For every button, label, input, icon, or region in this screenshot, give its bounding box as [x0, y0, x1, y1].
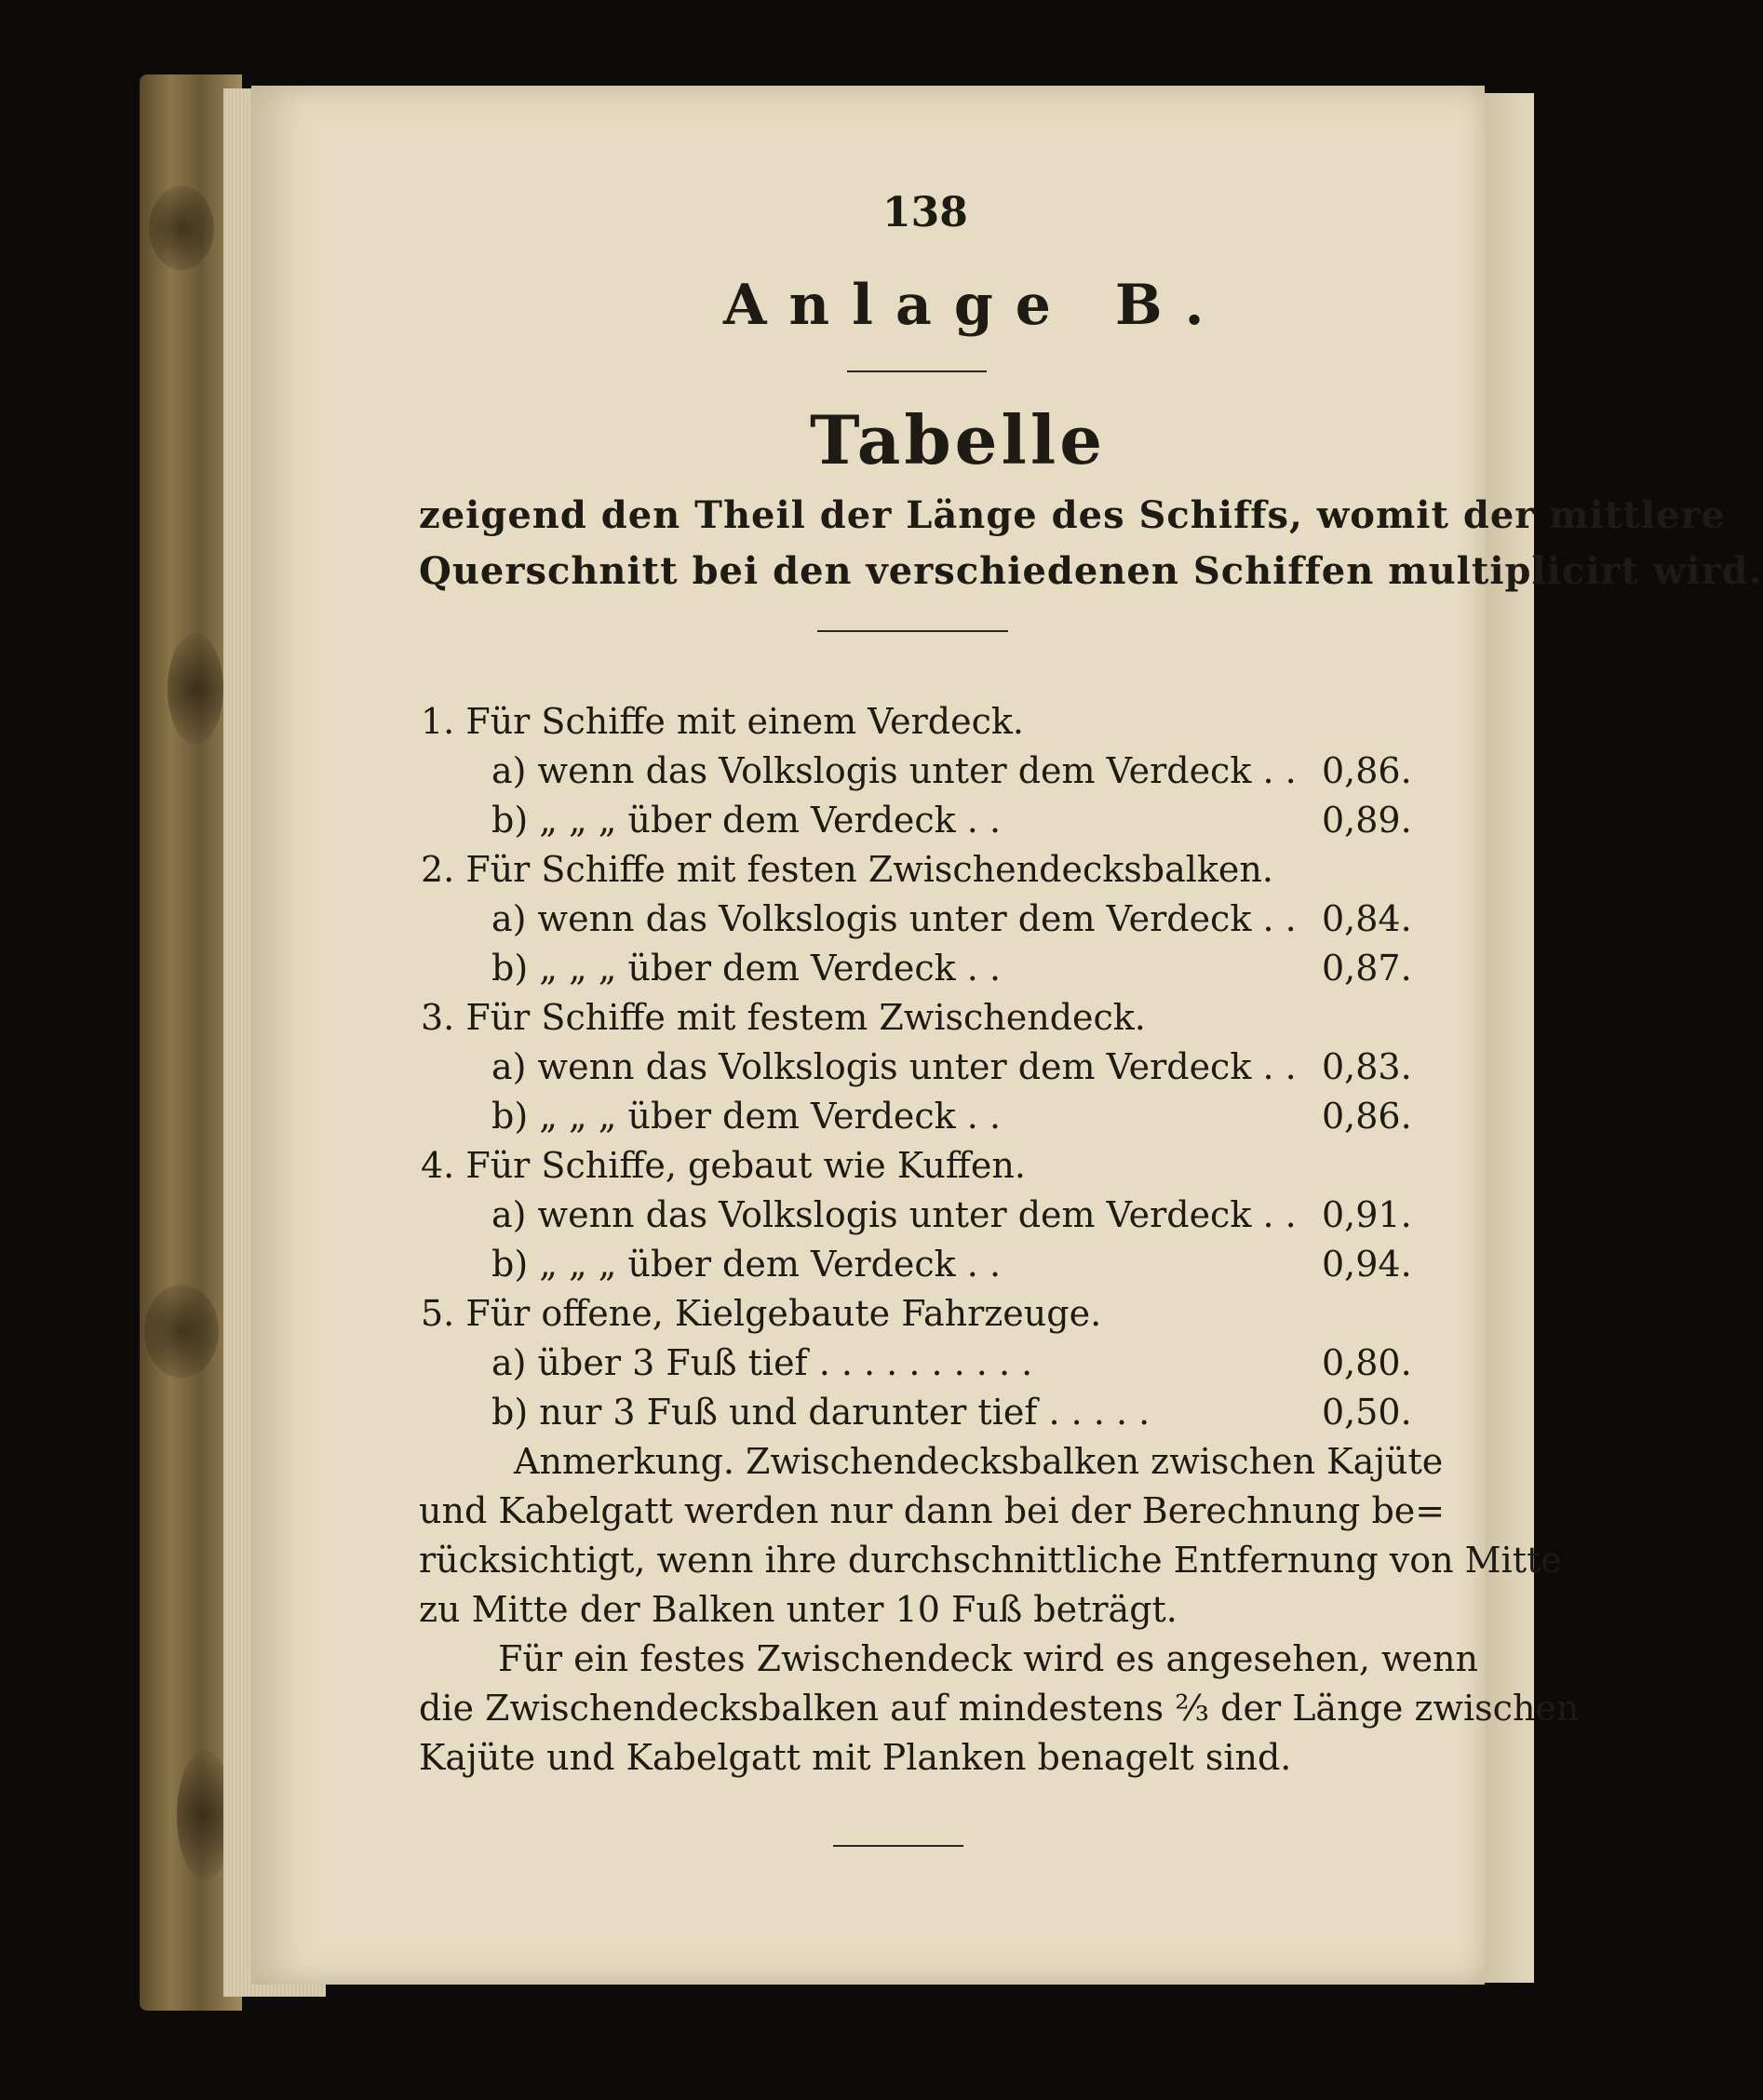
- table-title: Tabelle: [810, 400, 1107, 479]
- entry-text: b) nur 3 Fuß und darunter tief . . . . .: [491, 1392, 1151, 1433]
- entry-text: a) wenn das Volkslogis unter dem Verdeck . .: [491, 898, 1297, 939]
- remark-line: zu Mitte der Balken unter 10 Fuß beträgt.: [419, 1589, 1178, 1630]
- remark-line: rücksichtigt, wenn ihre durchschnittliche Entfernung von Mitte: [419, 1540, 1562, 1581]
- closing-rule: [833, 1845, 963, 1847]
- entry-value: 0,91.: [1322, 1194, 1412, 1235]
- remark-line: Kajüte und Kabelgatt mit Planken benagelt sind.: [419, 1737, 1292, 1778]
- entry-text: a) wenn das Volkslogis unter dem Verdeck . .: [491, 750, 1297, 791]
- entry-value: 0,86.: [1322, 750, 1412, 791]
- entry-text: a) wenn das Volkslogis unter dem Verdeck . .: [491, 1046, 1297, 1087]
- entry-text: b) „ „ „ über dem Verdeck . .: [491, 800, 1002, 841]
- entry-text: a) über 3 Fuß tief . . . . . . . . . .: [491, 1342, 1033, 1383]
- entry-value: 0,84.: [1322, 898, 1412, 939]
- entry-value: 0,86.: [1322, 1096, 1412, 1137]
- remark-line: und Kabelgatt werden nur dann bei der Berechnung be=: [419, 1490, 1446, 1531]
- entry-text: 4. Für Schiffe, gebaut wie Kuffen.: [421, 1145, 1026, 1186]
- remark-line: die Zwischendecksbalken auf mindestens ⅔ der Länge zwischen: [419, 1688, 1580, 1729]
- entry-value: 0,89.: [1322, 800, 1412, 841]
- remark-line: Anmerkung. Zwischendecksbalken zwischen Kajüte: [514, 1441, 1444, 1482]
- entry-text: 1. Für Schiffe mit einem Verdeck.: [421, 701, 1024, 742]
- entry-text: 2. Für Schiffe mit festen Zwischendecksbalken.: [421, 849, 1273, 890]
- entry-text: b) „ „ „ über dem Verdeck . .: [491, 948, 1002, 989]
- entry-text: b) „ „ „ über dem Verdeck . .: [491, 1096, 1002, 1137]
- subtitle-line-2: Querschnitt bei den verschiedenen Schiffen multiplicirt wird.: [419, 549, 1763, 593]
- remark-line: Für ein festes Zwischendeck wird es angesehen, wenn: [498, 1638, 1478, 1679]
- entry-text: 5. Für offene, Kielgebaute Fahrzeuge.: [421, 1293, 1102, 1334]
- entry-value: 0,87.: [1322, 948, 1412, 989]
- entry-text: b) „ „ „ über dem Verdeck . .: [491, 1244, 1002, 1285]
- appendix-heading: Anlage B.: [723, 273, 1227, 338]
- heading-rule: [847, 370, 987, 372]
- entry-text: 3. Für Schiffe mit festem Zwischendeck.: [421, 997, 1146, 1038]
- subtitle-line-1: zeigend den Theil der Länge des Schiffs, womit der mittlere: [419, 493, 1726, 537]
- entry-value: 0,94.: [1322, 1244, 1412, 1285]
- entry-text: a) wenn das Volkslogis unter dem Verdeck . .: [491, 1194, 1297, 1235]
- entry-value: 0,50.: [1322, 1392, 1412, 1433]
- page-number: 138: [882, 189, 968, 236]
- entry-value: 0,80.: [1322, 1342, 1412, 1383]
- entry-value: 0,83.: [1322, 1046, 1412, 1087]
- subtitle-rule: [817, 630, 1008, 632]
